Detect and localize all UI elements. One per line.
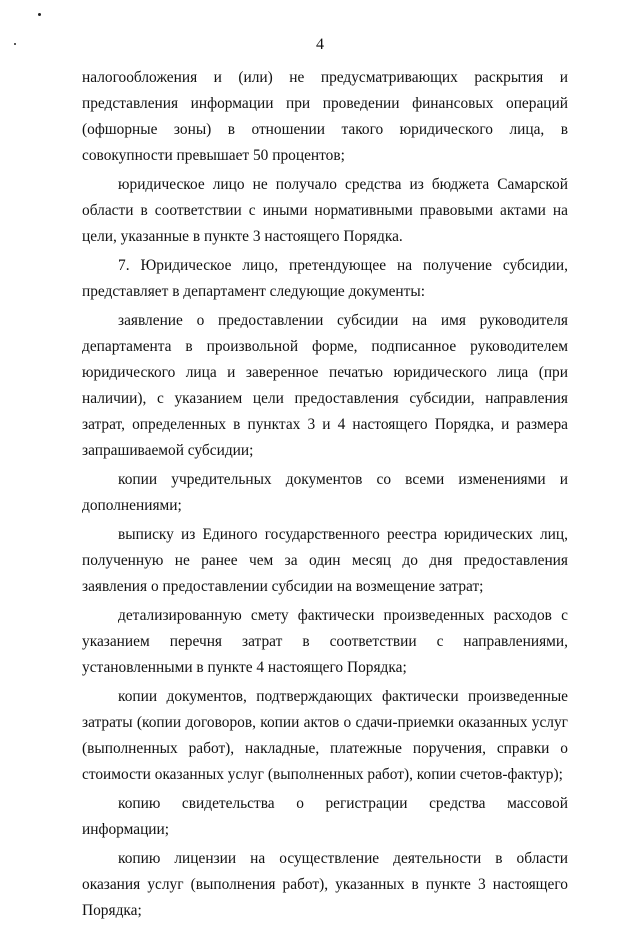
- scan-speck: [38, 13, 41, 16]
- paragraph: выписку из Единого государственного реестра юридических лиц, полученную не ранее чем за один месяц до дня предоставления заявления о предоставлении субсидии на возмещение затрат;: [82, 526, 568, 595]
- paragraph: юридическое лицо не получало средства из бюджета Самарской области в соответствии с иными нормативными правовыми актами на цели, указанные в пункте 3 настоящего Порядка.: [82, 176, 568, 245]
- document-body: [82, 65, 568, 927]
- paragraph: копии учредительных документов со всеми изменениями и дополнениями;: [82, 471, 568, 514]
- paragraph: заявление о предоставлении субсидии на имя руководителя департамента в произвольной форме, подписанное руководителем юридического лица и заверенное печатью юридического лица (при наличии), с указанием цели предоставления субсидии, направления затрат, определенных в пунктах 3 и 4 настоящего Порядка, и размера запрашиваемой субсидии;: [82, 312, 568, 459]
- paragraph: детализированную смету фактически произведенных расходов с указанием перечня затрат в соответствии с направлениями, установленными в пункте 4 настоящего Порядка;: [82, 607, 568, 676]
- paragraph: 7. Юридическое лицо, претендующее на получение субсидии, представляет в департамент следующие документы:: [82, 257, 568, 300]
- page-number: 4: [316, 36, 324, 53]
- paragraph: копию свидетельства о регистрации средства массовой информации;: [82, 795, 568, 838]
- paragraph: налогообложения и (или) не предусматривающих раскрытия и представления информации при проведении финансовых операций (офшорные зоны) в отношении такого юридического лица, в совокупности превышает 50 процентов;: [82, 69, 568, 164]
- paragraph: копию лицензии на осуществление деятельности в области оказания услуг (выполнения работ), указанных в пункте 3 настоящего Порядка;: [82, 850, 568, 919]
- paragraph: копии документов, подтверждающих фактически произведенные затраты (копии договоров, копии актов о сдачи-приемки оказанных услуг (выполненных работ), накладные, платежные поручения, справки о стоимости оказанных услуг (выполненных работ), копии счетов-фактур);: [82, 688, 568, 783]
